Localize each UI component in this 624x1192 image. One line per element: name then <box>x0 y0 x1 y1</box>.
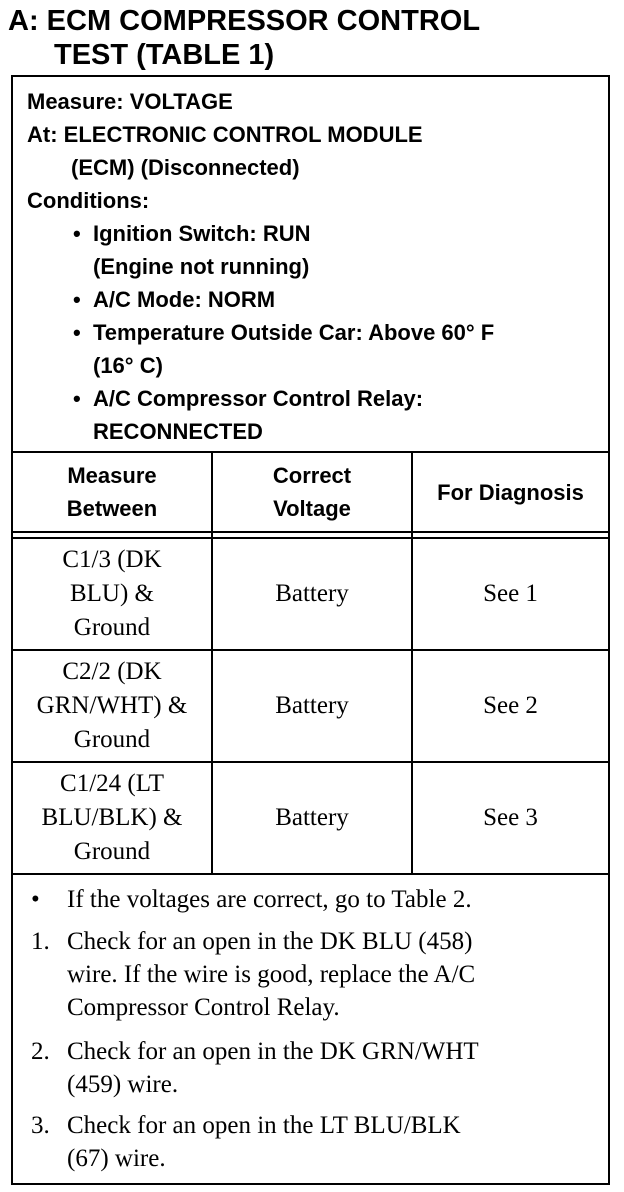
bullet-icon: • <box>73 287 81 312</box>
note-line: Check for an open in the DK BLU (458) <box>67 928 473 955</box>
condition-item <box>27 382 608 448</box>
condition-line-2: RECONNECTED <box>93 419 263 444</box>
note-number: 3. <box>31 1112 50 1139</box>
condition-line-1: A/C Compressor Control Relay: <box>93 386 424 411</box>
cell-line: Ground <box>73 614 151 641</box>
title-line-1: A: ECM COMPRESSOR CONTROL <box>8 5 481 37</box>
table-cell-diagnosis: See 3 <box>483 804 538 831</box>
notes-section <box>13 875 608 1183</box>
bullet-icon: • <box>73 320 81 345</box>
bullet-icon: • <box>73 386 81 411</box>
note-text <box>67 1109 595 1175</box>
at-label-line-2: (ECM) (Disconnected) <box>71 155 300 180</box>
table-cell-between <box>13 539 211 649</box>
conditions-label: Conditions: <box>27 188 150 213</box>
table-cell-diagnosis: See 1 <box>483 580 538 607</box>
header-line: For Diagnosis <box>437 479 584 505</box>
note-text <box>67 925 595 1024</box>
note-line: Compressor Control Relay. <box>67 994 340 1021</box>
cell-line: C2/2 (DK <box>62 658 162 685</box>
table-cell-voltage: Battery <box>275 692 349 719</box>
cell-line: BLU) & <box>69 580 155 607</box>
condition-line-1: Temperature Outside Car: Above 60° F <box>93 320 495 345</box>
cell-line: Ground <box>73 726 151 753</box>
condition-line-1: A/C Mode: NORM <box>93 287 276 312</box>
table-cell-between <box>13 651 211 761</box>
header-line: Measure <box>67 463 157 488</box>
note-line: (67) wire. <box>67 1145 166 1172</box>
cell-line: C1/3 (DK <box>62 546 162 573</box>
header-for-diagnosis <box>413 453 608 531</box>
note-line: Check for an open in the LT BLU/BLK <box>67 1112 461 1139</box>
header-line: Between <box>66 496 158 521</box>
condition-item <box>27 217 608 283</box>
condition-line-2: (Engine not running) <box>93 254 310 279</box>
divider <box>13 531 608 533</box>
note-line: Check for an open in the DK GRN/WHT <box>67 1038 479 1065</box>
table-cell-diagnosis: See 2 <box>483 692 538 719</box>
note-number: 1. <box>31 928 50 955</box>
note-line: (459) wire. <box>67 1071 179 1098</box>
table-cell-voltage: Battery <box>275 580 349 607</box>
header-measure-between <box>13 453 211 531</box>
cell-line: BLU/BLK) & <box>41 804 183 831</box>
at-label-line-1: At: ELECTRONIC CONTROL MODULE <box>27 122 423 147</box>
conditions-panel <box>13 77 608 451</box>
note-text <box>67 883 595 916</box>
cell-line: GRN/WHT) & <box>36 692 188 719</box>
page-title <box>8 4 618 72</box>
header-correct-voltage <box>213 453 411 531</box>
table-cell-voltage: Battery <box>275 804 349 831</box>
measurement-table <box>13 451 608 875</box>
header-line: Voltage <box>273 496 351 521</box>
note-line: If the voltages are correct, go to Table 2. <box>67 886 472 913</box>
test-table-frame <box>11 75 610 1185</box>
condition-item <box>27 316 608 382</box>
table-cell-between <box>13 763 211 873</box>
condition-line-1: Ignition Switch: RUN <box>93 221 311 246</box>
cell-line: Ground <box>73 838 151 865</box>
note-line: wire. If the wire is good, replace the A/C <box>67 961 476 988</box>
condition-item <box>27 283 608 316</box>
note-number: 2. <box>31 1038 50 1065</box>
bullet-icon: • <box>73 221 81 246</box>
note-text <box>67 1035 595 1101</box>
title-line-2: TEST (TABLE 1) <box>54 39 275 71</box>
cell-line: C1/24 (LT <box>60 770 164 797</box>
measure-label: Measure: VOLTAGE <box>27 89 233 114</box>
header-line: Correct <box>272 463 352 488</box>
condition-line-2: (16° C) <box>93 353 163 378</box>
conditions-list <box>27 217 608 448</box>
bullet-icon: • <box>31 886 40 913</box>
